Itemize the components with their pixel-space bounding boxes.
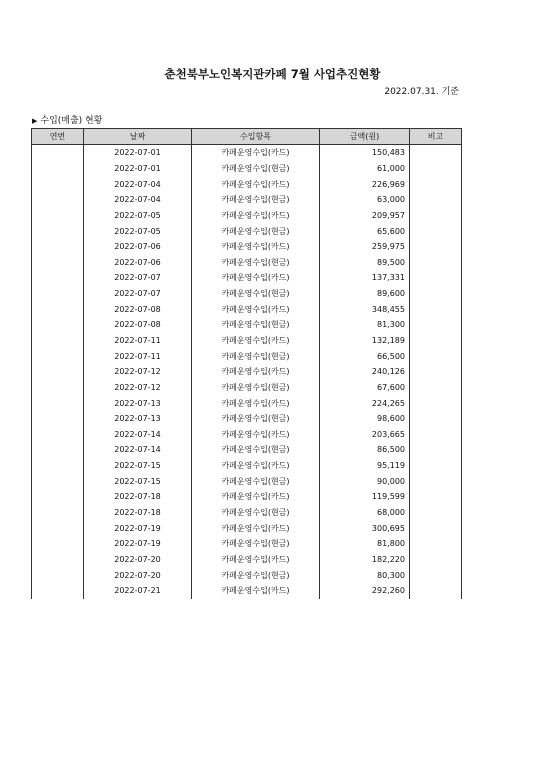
row-year	[32, 145, 84, 161]
row-year	[32, 395, 84, 411]
row-note	[410, 442, 462, 458]
row-note	[410, 411, 462, 427]
row-item: 카페운영수입(카드)	[192, 552, 320, 568]
row-year	[32, 223, 84, 239]
row-year	[32, 301, 84, 317]
row-note	[410, 348, 462, 364]
row-item: 카페운영수입(카드)	[192, 520, 320, 536]
row-item: 카페운영수입(카드)	[192, 489, 320, 505]
table-row	[32, 473, 462, 489]
row-note	[410, 364, 462, 380]
row-note	[410, 286, 462, 302]
row-amount: 95,119	[320, 458, 410, 474]
row-item: 카페운영수입(카드)	[192, 176, 320, 192]
row-item: 카페운영수입(카드)	[192, 427, 320, 443]
table-row	[32, 145, 462, 161]
row-note	[410, 536, 462, 552]
row-item: 카페운영수입(카드)	[192, 458, 320, 474]
row-item: 카페운영수입(카드)	[192, 333, 320, 349]
row-year	[32, 520, 84, 536]
row-item: 카페운영수입(카드)	[192, 395, 320, 411]
row-amount: 119,599	[320, 489, 410, 505]
row-amount: 150,483	[320, 145, 410, 161]
row-amount: 292,260	[320, 583, 410, 599]
row-date: 2022-07-06	[84, 254, 192, 270]
row-note	[410, 395, 462, 411]
row-date: 2022-07-08	[84, 317, 192, 333]
row-date: 2022-07-19	[84, 520, 192, 536]
table-row	[32, 552, 462, 568]
row-item: 카페운영수입(현금)	[192, 442, 320, 458]
row-amount: 98,600	[320, 411, 410, 427]
header-year: 연번	[32, 129, 84, 145]
row-year	[32, 567, 84, 583]
row-date: 2022-07-11	[84, 348, 192, 364]
row-year	[32, 442, 84, 458]
row-date: 2022-07-18	[84, 489, 192, 505]
row-note	[410, 223, 462, 239]
row-note	[410, 161, 462, 177]
row-amount: 226,969	[320, 176, 410, 192]
row-date: 2022-07-20	[84, 567, 192, 583]
row-item: 카페운영수입(현금)	[192, 567, 320, 583]
header-amount: 금액(원)	[320, 129, 410, 145]
row-note	[410, 208, 462, 224]
row-year	[32, 411, 84, 427]
row-amount: 132,189	[320, 333, 410, 349]
row-year	[32, 380, 84, 396]
row-amount: 240,126	[320, 364, 410, 380]
row-amount: 300,695	[320, 520, 410, 536]
table-row	[32, 270, 462, 286]
row-amount: 81,300	[320, 317, 410, 333]
row-item: 카페운영수입(현금)	[192, 161, 320, 177]
header-row	[32, 129, 462, 145]
row-note	[410, 520, 462, 536]
row-date: 2022-07-12	[84, 380, 192, 396]
row-amount: 61,000	[320, 161, 410, 177]
row-year	[32, 239, 84, 255]
row-amount: 224,265	[320, 395, 410, 411]
table-row	[32, 301, 462, 317]
triangle-bullet-icon: ▶	[32, 117, 38, 125]
row-item: 카페운영수입(현금)	[192, 192, 320, 208]
row-year	[32, 286, 84, 302]
as-of-date: 2022.07.31. 기준	[384, 87, 459, 97]
row-date: 2022-07-07	[84, 286, 192, 302]
row-date: 2022-07-04	[84, 176, 192, 192]
row-date: 2022-07-13	[84, 395, 192, 411]
row-amount: 86,500	[320, 442, 410, 458]
row-date: 2022-07-20	[84, 552, 192, 568]
table-row	[32, 442, 462, 458]
row-item: 카페운영수입(현금)	[192, 286, 320, 302]
table-row	[32, 208, 462, 224]
row-date: 2022-07-07	[84, 270, 192, 286]
row-date: 2022-07-01	[84, 161, 192, 177]
header-date: 날짜	[84, 129, 192, 145]
row-date: 2022-07-19	[84, 536, 192, 552]
table-row	[32, 395, 462, 411]
row-note	[410, 552, 462, 568]
row-note	[410, 583, 462, 599]
table-row	[32, 239, 462, 255]
row-year	[32, 270, 84, 286]
row-date: 2022-07-01	[84, 145, 192, 161]
table-row	[32, 176, 462, 192]
row-item: 카페운영수입(카드)	[192, 208, 320, 224]
row-date: 2022-07-15	[84, 473, 192, 489]
row-note	[410, 317, 462, 333]
row-item: 카페운영수입(현금)	[192, 473, 320, 489]
row-amount: 203,665	[320, 427, 410, 443]
table-row	[32, 192, 462, 208]
row-amount: 209,957	[320, 208, 410, 224]
table-row	[32, 380, 462, 396]
row-date: 2022-07-08	[84, 301, 192, 317]
row-note	[410, 427, 462, 443]
revenue-table	[31, 128, 462, 599]
row-amount: 80,300	[320, 567, 410, 583]
header-note: 비고	[410, 129, 462, 145]
row-note	[410, 489, 462, 505]
row-amount: 65,600	[320, 223, 410, 239]
row-item: 카페운영수입(카드)	[192, 364, 320, 380]
row-note	[410, 567, 462, 583]
table-row	[32, 254, 462, 270]
row-note	[410, 301, 462, 317]
row-item: 카페운영수입(현금)	[192, 411, 320, 427]
row-amount: 68,000	[320, 505, 410, 521]
row-year	[32, 489, 84, 505]
table-row	[32, 489, 462, 505]
row-item: 카페운영수입(카드)	[192, 145, 320, 161]
row-date: 2022-07-14	[84, 427, 192, 443]
row-amount: 137,331	[320, 270, 410, 286]
row-date: 2022-07-15	[84, 458, 192, 474]
table-row	[32, 348, 462, 364]
row-item: 카페운영수입(카드)	[192, 239, 320, 255]
row-date: 2022-07-18	[84, 505, 192, 521]
row-note	[410, 192, 462, 208]
table-row	[32, 317, 462, 333]
table-row	[32, 364, 462, 380]
row-amount: 182,220	[320, 552, 410, 568]
row-note	[410, 270, 462, 286]
table-row	[32, 223, 462, 239]
row-date: 2022-07-11	[84, 333, 192, 349]
row-date: 2022-07-05	[84, 208, 192, 224]
row-note	[410, 333, 462, 349]
row-amount: 89,500	[320, 254, 410, 270]
row-year	[32, 364, 84, 380]
row-item: 카페운영수입(현금)	[192, 317, 320, 333]
row-amount: 67,600	[320, 380, 410, 396]
table-body	[32, 145, 462, 599]
row-amount: 63,000	[320, 192, 410, 208]
row-year	[32, 208, 84, 224]
row-note	[410, 176, 462, 192]
row-date: 2022-07-21	[84, 583, 192, 599]
row-date: 2022-07-12	[84, 364, 192, 380]
table-row	[32, 161, 462, 177]
row-note	[410, 458, 462, 474]
row-item: 카페운영수입(현금)	[192, 380, 320, 396]
table-row	[32, 583, 462, 599]
table-row	[32, 427, 462, 443]
table-header	[32, 129, 462, 145]
row-date: 2022-07-14	[84, 442, 192, 458]
row-note	[410, 380, 462, 396]
row-item: 카페운영수입(현금)	[192, 536, 320, 552]
row-item: 카페운영수입(카드)	[192, 583, 320, 599]
header-item: 수입항목	[192, 129, 320, 145]
row-date: 2022-07-04	[84, 192, 192, 208]
table-row	[32, 286, 462, 302]
table-row	[32, 333, 462, 349]
row-year	[32, 458, 84, 474]
row-year	[32, 317, 84, 333]
table-row	[32, 411, 462, 427]
row-note	[410, 505, 462, 521]
row-amount: 89,600	[320, 286, 410, 302]
row-note	[410, 239, 462, 255]
section-heading	[32, 113, 102, 126]
table-row	[32, 567, 462, 583]
row-note	[410, 145, 462, 161]
row-note	[410, 254, 462, 270]
row-date: 2022-07-13	[84, 411, 192, 427]
row-item: 카페운영수입(현금)	[192, 254, 320, 270]
row-amount: 348,455	[320, 301, 410, 317]
row-date: 2022-07-06	[84, 239, 192, 255]
row-year	[32, 161, 84, 177]
row-item: 카페운영수입(현금)	[192, 348, 320, 364]
row-year	[32, 192, 84, 208]
document-title: 춘천북부노인복지관카페 7월 사업추진현황	[164, 67, 381, 81]
row-item: 카페운영수입(현금)	[192, 505, 320, 521]
row-year	[32, 583, 84, 599]
row-note	[410, 473, 462, 489]
row-item: 카페운영수입(카드)	[192, 301, 320, 317]
row-year	[32, 348, 84, 364]
row-date: 2022-07-05	[84, 223, 192, 239]
row-year	[32, 254, 84, 270]
table-row	[32, 458, 462, 474]
row-item: 카페운영수입(카드)	[192, 270, 320, 286]
row-amount: 259,975	[320, 239, 410, 255]
row-amount: 66,500	[320, 348, 410, 364]
row-year	[32, 536, 84, 552]
row-amount: 90,000	[320, 473, 410, 489]
section-title: 수입(매출) 현황	[40, 116, 103, 126]
row-year	[32, 427, 84, 443]
row-year	[32, 552, 84, 568]
table-row	[32, 520, 462, 536]
row-year	[32, 473, 84, 489]
table-row	[32, 505, 462, 521]
table-row	[32, 536, 462, 552]
row-year	[32, 176, 84, 192]
row-item: 카페운영수입(현금)	[192, 223, 320, 239]
row-amount: 81,800	[320, 536, 410, 552]
row-year	[32, 505, 84, 521]
row-year	[32, 333, 84, 349]
